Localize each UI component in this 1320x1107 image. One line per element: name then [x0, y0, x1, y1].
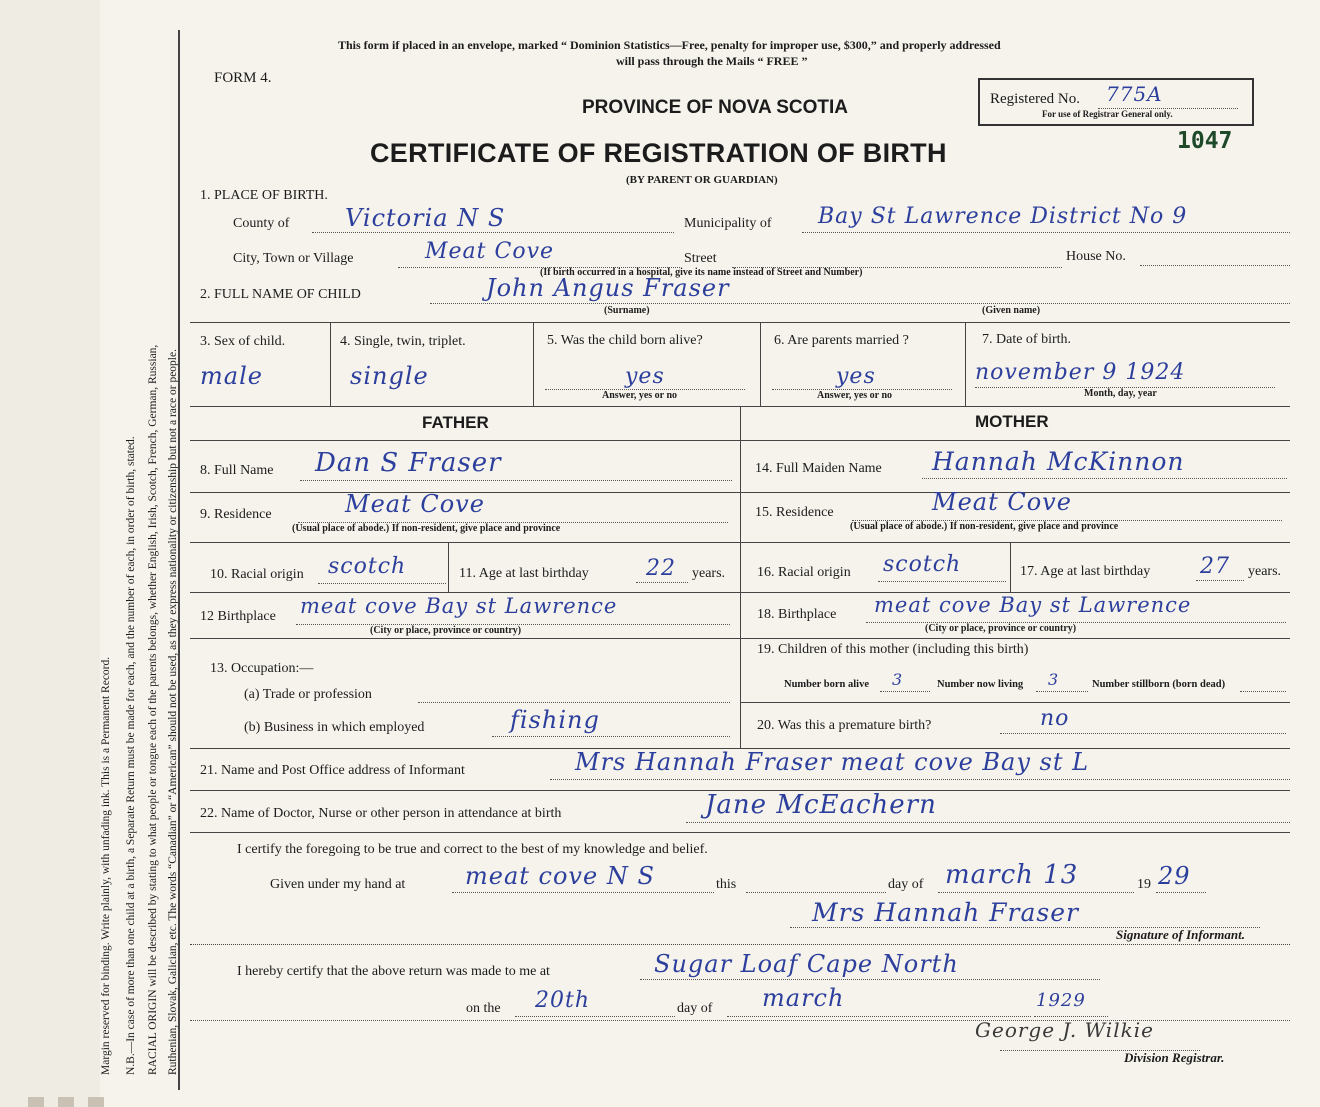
business-label: (b) Business in which employed — [244, 720, 425, 735]
registrar-year-value: 1929 — [1036, 990, 1086, 1011]
place-section-label: 1. PLACE OF BIRTH. — [200, 188, 328, 203]
father-birthplace-note: (City or place, province or country) — [370, 625, 522, 636]
registrar-note: For use of Registrar General only. — [1042, 109, 1173, 119]
mother-residence-label: 15. Residence — [755, 505, 834, 520]
row-divider — [760, 322, 761, 406]
premature-value: no — [1040, 706, 1070, 731]
margin-note-binding: Margin reserved for binding. Write plainly, with unfading ink. This is a Permanent Record. — [100, 656, 112, 1075]
given-name-note: (Given name) — [982, 305, 1041, 316]
section-rule — [190, 638, 1290, 639]
county-label: County of — [233, 216, 290, 231]
mother-residence-note: (Usual place of abode.) If non-resident, give place and province — [850, 521, 1119, 532]
city-label: City, Town or Village — [233, 251, 354, 266]
day-value: march 13 — [945, 860, 1079, 890]
father-heading: FATHER — [422, 413, 489, 432]
father-age-value: 22 — [646, 556, 676, 581]
house-label: House No. — [1066, 249, 1126, 264]
cell-divider — [1010, 542, 1011, 592]
stillborn-label: Number stillborn (born dead) — [1092, 679, 1226, 690]
father-name-line — [300, 480, 732, 481]
child-name-label: 2. FULL NAME OF CHILD — [200, 287, 361, 302]
stillborn-line — [1240, 691, 1286, 692]
sex-label: 3. Sex of child. — [200, 334, 286, 349]
registrar-signature: George J. Wilkie — [975, 1018, 1154, 1042]
mother-racial-line — [878, 581, 1006, 582]
municipality-value: Bay St Lawrence District No 9 — [818, 204, 1188, 229]
registrar-month-value: march — [762, 984, 845, 1012]
registrar-year-line — [1034, 1016, 1108, 1017]
father-name-value: Dan S Fraser — [315, 448, 502, 478]
certificate-subtitle: (BY PARENT OR GUARDIAN) — [626, 174, 778, 186]
margin-note-racial-origin-cont: Ruthenian, Slovak, Galician, etc. The words “Canadian” or “American” should not be used, as they express nationality or citizenship but not a race or people. — [167, 349, 179, 1075]
registered-label: Registered No. — [990, 91, 1080, 107]
father-years-label: years. — [692, 566, 726, 581]
married-label: 6. Are parents married ? — [774, 333, 909, 348]
child-name-value: John Angus Fraser — [486, 274, 730, 302]
registrar-month-line — [727, 1016, 1031, 1017]
married-note: Answer, yes or no — [817, 390, 893, 401]
now-living-line — [1036, 691, 1088, 692]
dob-note: Month, day, year — [1084, 388, 1157, 399]
single-value: single — [350, 362, 429, 390]
section-rule — [190, 944, 1290, 945]
section-rule — [190, 832, 1290, 833]
margin-note-multiple-births: N.B.—In case of more than one child at a birth, a Separate Return must be made for each, and the number of each, in order of birth, stated. — [125, 436, 137, 1075]
county-line — [312, 232, 674, 233]
on-the-label: on the — [466, 1001, 501, 1016]
county-value: Victoria N S — [345, 204, 506, 232]
registrar-statement: I hereby certify that the above return was made to me at — [237, 964, 550, 979]
house-line — [1140, 265, 1290, 266]
municipality-label: Municipality of — [684, 216, 772, 231]
margin-rule — [178, 30, 180, 1090]
day-of-line — [938, 892, 1134, 893]
premature-label: 20. Was this a premature birth? — [757, 718, 932, 733]
father-age-line — [636, 582, 688, 583]
mother-birthplace-value: meat cove Bay st Lawrence — [874, 593, 1192, 617]
registered-box — [978, 78, 1254, 126]
row-divider — [533, 322, 534, 406]
father-birthplace-label: 12 Birthplace — [200, 609, 276, 624]
city-value: Meat Cove — [425, 239, 555, 264]
municipality-line — [802, 232, 1290, 233]
section-rule — [740, 702, 1290, 703]
row-divider — [965, 322, 966, 406]
father-residence-label: 9. Residence — [200, 507, 272, 522]
dob-value: november 9 1924 — [975, 360, 1186, 385]
on-the-line — [515, 1016, 675, 1017]
center-divider — [740, 406, 741, 748]
father-birthplace-value: meat cove Bay st Lawrence — [300, 594, 618, 618]
mother-age-line — [1196, 580, 1244, 581]
mother-name-line — [922, 478, 1287, 479]
mail-notice-line2: will pass through the Mails “ FREE ” — [616, 54, 808, 68]
binding-hole — [58, 1097, 74, 1107]
province-heading: PROVINCE OF NOVA SCOTIA — [582, 97, 849, 118]
given-at-value: meat cove N S — [465, 862, 655, 890]
single-label: 4. Single, twin, triplet. — [340, 334, 466, 349]
mother-birthplace-note: (City or place, province or country) — [925, 623, 1077, 634]
year-prefix: 19 — [1137, 877, 1151, 892]
occupation-label: 13. Occupation:— — [210, 661, 314, 676]
this-label: this — [716, 877, 737, 892]
alive-value: yes — [625, 364, 665, 389]
given-at-line — [452, 892, 714, 893]
dob-label: 7. Date of birth. — [982, 332, 1072, 347]
married-value: yes — [836, 364, 876, 389]
given-at-label: Given under my hand at — [270, 877, 406, 892]
now-living-label: Number now living — [937, 679, 1024, 690]
binding-hole — [88, 1097, 104, 1107]
registrar-place-value: Sugar Loaf Cape North — [654, 950, 959, 978]
now-living-value: 3 — [1048, 670, 1060, 689]
informant-signature-label: Signature of Informant. — [1116, 927, 1245, 942]
row-divider — [330, 322, 331, 406]
born-alive-line — [880, 691, 930, 692]
registrar-place-line — [640, 979, 1100, 980]
mother-age-label: 17. Age at last birthday — [1020, 564, 1151, 579]
surname-note: (Surname) — [604, 305, 650, 316]
binding-margin — [0, 0, 100, 1107]
certificate-title: CERTIFICATE OF REGISTRATION OF BIRTH — [370, 138, 947, 168]
sex-value: male — [200, 362, 263, 390]
trade-label: (a) Trade or profession — [244, 687, 372, 702]
father-racial-label: 10. Racial origin — [210, 567, 304, 582]
alive-note: Answer, yes or no — [602, 390, 678, 401]
mother-birthplace-label: 18. Birthplace — [757, 607, 837, 622]
mother-age-value: 27 — [1200, 554, 1230, 579]
hospital-note: (If birth occurred in a hospital, give its name instead of Street and Number) — [540, 267, 863, 278]
on-the-value: 20th — [535, 988, 591, 1013]
child-name-line — [430, 303, 1290, 304]
informant-line — [550, 779, 1290, 780]
mother-racial-value: scotch — [883, 552, 962, 577]
mother-name-value: Hannah McKinnon — [932, 447, 1185, 476]
year-value: 29 — [1158, 862, 1191, 890]
father-residence-note: (Usual place of abode.) If non-resident, give place and province — [292, 523, 561, 534]
section-rule — [190, 542, 1290, 543]
father-racial-value: scotch — [328, 554, 407, 579]
row-top-rule — [190, 322, 1290, 323]
informant-signature: Mrs Hannah Fraser — [812, 898, 1079, 927]
registrar-signature-label: Division Registrar. — [1124, 1050, 1225, 1065]
alive-label: 5. Was the child born alive? — [547, 333, 703, 348]
father-residence-value: Meat Cove — [345, 490, 485, 518]
doctor-label: 22. Name of Doctor, Nurse or other person in attendance at birth — [200, 806, 562, 821]
certify-statement: I certify the foregoing to be true and correct to the best of my knowledge and belief. — [237, 842, 708, 857]
registrar-day-of-label: day of — [677, 1001, 713, 1016]
born-alive-value: 3 — [892, 670, 904, 689]
mother-name-label: 14. Full Maiden Name — [755, 461, 882, 476]
binding-hole — [28, 1097, 44, 1107]
this-line — [746, 892, 886, 893]
business-line — [492, 736, 730, 737]
street-label: Street — [684, 251, 717, 266]
doctor-line — [686, 822, 1290, 823]
informant-value: Mrs Hannah Fraser meat cove Bay st L — [575, 748, 1090, 776]
registered-number: 775A — [1106, 82, 1163, 106]
mail-notice-line1: This form if placed in an envelope, marked “ Dominion Statistics—Free, penalty for improper use, $300,” and properly addressed — [338, 38, 1001, 52]
trade-line — [418, 702, 730, 703]
doctor-value: Jane McEachern — [705, 790, 937, 820]
informant-label: 21. Name and Post Office address of Informant — [200, 763, 465, 778]
mother-racial-label: 16. Racial origin — [757, 565, 851, 580]
cell-divider — [448, 542, 449, 592]
born-alive-label: Number born alive — [784, 679, 869, 690]
mother-years-label: years. — [1248, 564, 1282, 579]
year-line — [1156, 892, 1206, 893]
father-age-label: 11. Age at last birthday — [459, 566, 589, 581]
father-name-label: 8. Full Name — [200, 463, 274, 478]
business-value: fishing — [510, 706, 600, 734]
mother-residence-value: Meat Cove — [932, 488, 1072, 516]
form-number: FORM 4. — [214, 70, 272, 86]
day-of-label: day of — [888, 877, 924, 892]
children-label: 19. Children of this mother (including this birth) — [757, 642, 1029, 657]
premature-line — [1000, 733, 1286, 734]
mother-heading: MOTHER — [975, 412, 1049, 431]
margin-note-racial-origin: RACIAL ORIGIN will be described by stating to what people or tongue each of the parents belongs, whether English, Irish, Scotch, French, German, Russian, — [147, 344, 159, 1075]
stamp-number: 1047 — [1177, 128, 1233, 154]
father-racial-line — [318, 583, 446, 584]
